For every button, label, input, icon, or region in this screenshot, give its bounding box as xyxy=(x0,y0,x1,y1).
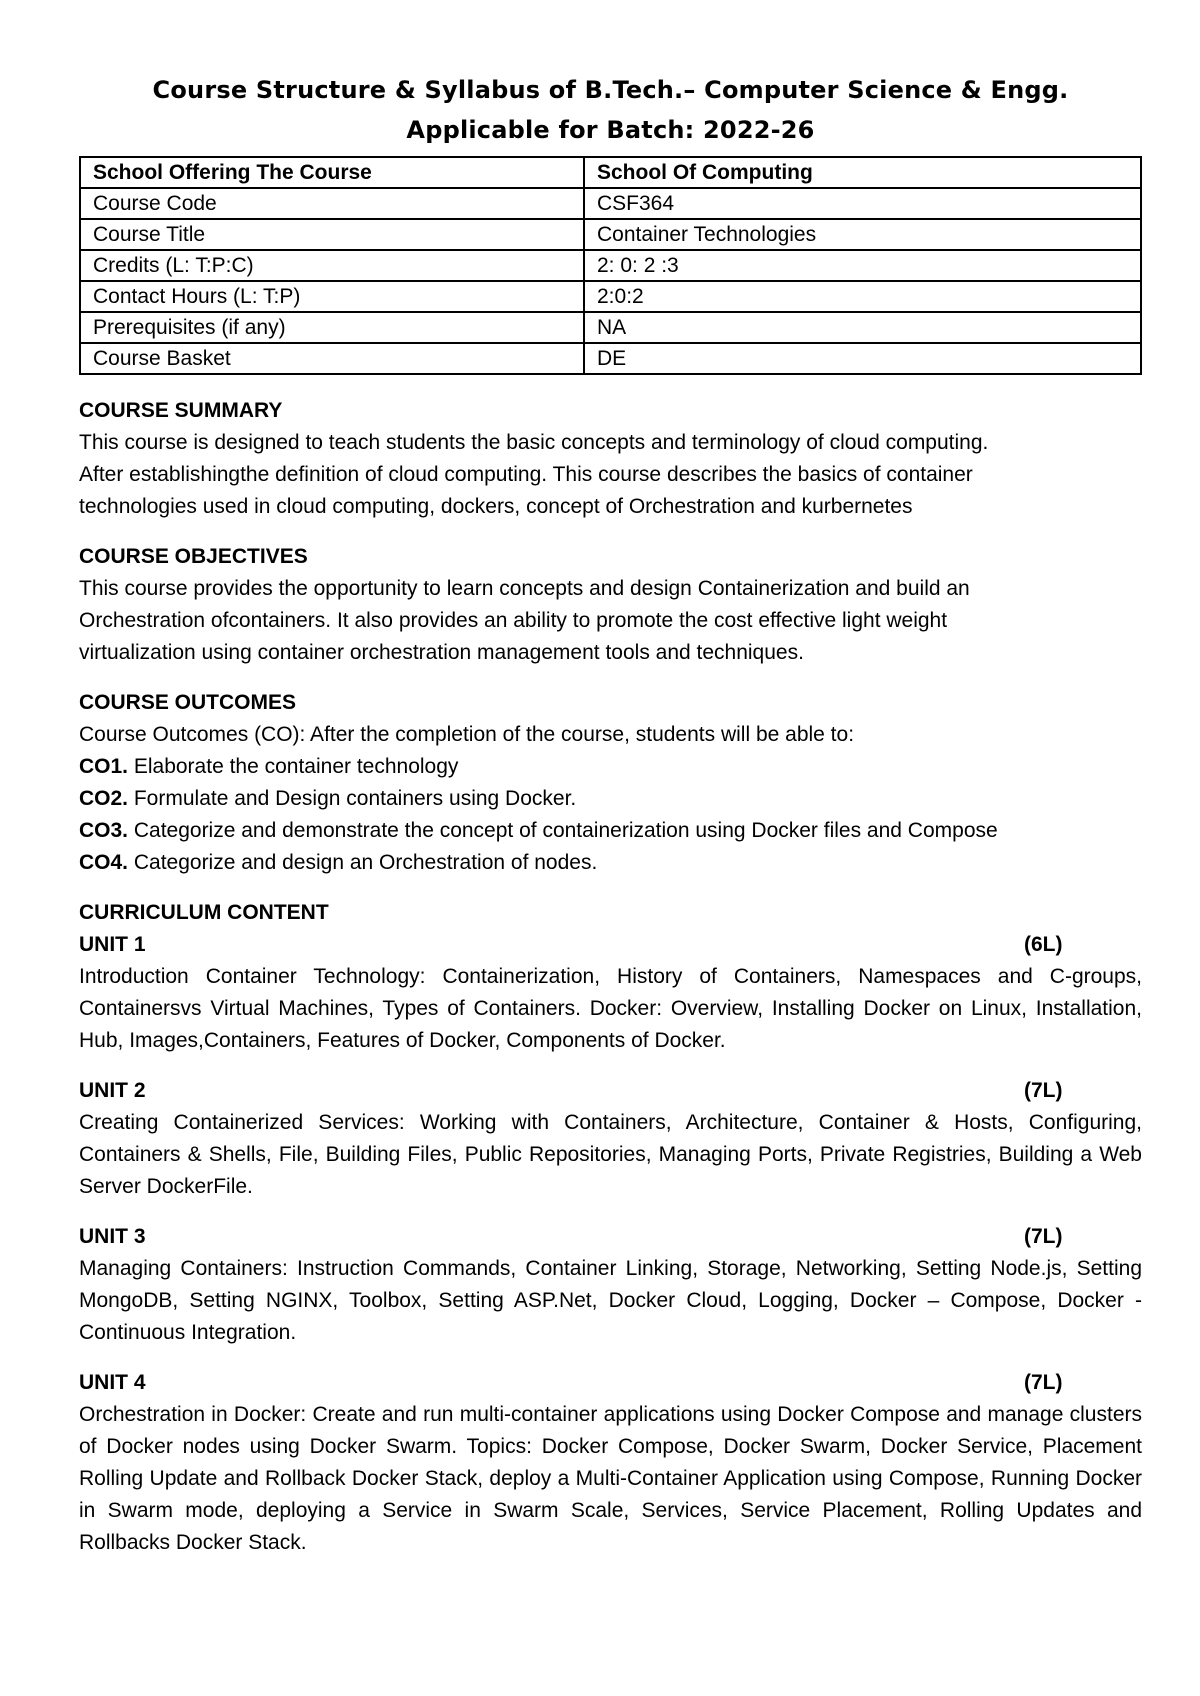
table-cell-label: Course Basket xyxy=(80,343,584,374)
table-cell-label: Course Code xyxy=(80,188,584,219)
table-row xyxy=(80,281,1141,312)
unit-header xyxy=(79,1221,1142,1253)
unit-hours: (7L) xyxy=(1024,1225,1063,1248)
unit-content: Orchestration in Docker: Create and run multi-container applications using Docker Compose and manage clusters of Docker nodes using Docker Swarm. Topics: Docker Compose, Docker Swarm, Docker Service, Placement Rolling Update and Rollback Docker Stack, deploy a Multi-Container Application using Compose, Running Docker in Swarm mode, deploying a Service in Swarm Scale, Services, Service Placement, Rolling Updates and Rollbacks Docker Stack. xyxy=(79,1403,1142,1554)
page-title-line1: Course Structure & Syllabus of B.Tech.– Computer Science & Engg. xyxy=(152,76,1069,104)
unit-content: Introduction Container Technology: Containerization, History of Containers, Namespaces and C-groups, Containersvs Virtual Machines, Types of Containers. Docker: Overview, Installing Docker on Linux, Installation, Hub, Images,Containers, Features of Docker, Components of Docker. xyxy=(79,965,1142,1052)
outcome-code: CO2. xyxy=(79,787,129,810)
table-cell-value: 2: 0: 2 :3 xyxy=(584,250,1141,281)
curriculum-heading: CURRICULUM CONTENT xyxy=(79,901,329,924)
unit-title: UNIT 3 xyxy=(79,1225,146,1248)
course-outcomes-section xyxy=(79,687,1142,879)
curriculum-section xyxy=(79,897,1142,1559)
table-cell-value: DE xyxy=(584,343,1141,374)
unit-hours: (7L) xyxy=(1024,1371,1063,1394)
table-cell-label: Course Title xyxy=(80,219,584,250)
summary-line: technologies used in cloud computing, dockers, concept of Orchestration and kurbernetes xyxy=(79,495,913,518)
summary-line: This course is designed to teach students the basic concepts and terminology of cloud computing. xyxy=(79,431,989,454)
table-cell-value: Container Technologies xyxy=(584,219,1141,250)
table-row xyxy=(80,312,1141,343)
unit-header xyxy=(79,1075,1142,1107)
table-row xyxy=(80,250,1141,281)
table-cell-label: School Offering The Course xyxy=(80,157,584,188)
outcome-text: Categorize and demonstrate the concept of containerization using Docker files and Compose xyxy=(128,819,998,842)
table-row xyxy=(80,343,1141,374)
table-cell-label: Prerequisites (if any) xyxy=(80,312,584,343)
objectives-line: Orchestration ofcontainers. It also provides an ability to promote the cost effective light weight xyxy=(79,609,948,632)
outcome-item xyxy=(79,815,1142,847)
course-summary-heading: COURSE SUMMARY xyxy=(79,399,283,422)
unit-content: Managing Containers: Instruction Commands, Container Linking, Storage, Networking, Setting Node.js, Setting MongoDB, Setting NGINX, Toolbox, Setting ASP.Net, Docker Cloud, Logging, Docker – Compose, Docker - Continuous Integration. xyxy=(79,1257,1142,1344)
table-cell-value: CSF364 xyxy=(584,188,1141,219)
outcomes-intro: Course Outcomes (CO): After the completion of the course, students will be able to: xyxy=(79,723,855,746)
unit-hours: (6L) xyxy=(1024,933,1063,956)
unit-title: UNIT 2 xyxy=(79,1079,146,1102)
unit-header xyxy=(79,1367,1142,1399)
outcome-code: CO3. xyxy=(79,819,129,842)
course-objectives-heading: COURSE OBJECTIVES xyxy=(79,545,308,568)
table-cell-label: Contact Hours (L: T:P) xyxy=(80,281,584,312)
outcome-item xyxy=(79,847,1142,879)
table-row xyxy=(80,188,1141,219)
course-objectives-section xyxy=(79,541,1142,669)
table-cell-value: School Of Computing xyxy=(584,157,1141,188)
course-summary-section xyxy=(79,395,1142,523)
unit-content: Creating Containerized Services: Working with Containers, Architecture, Container & Hosts, Configuring, Containers & Shells, File, Building Files, Public Repositories, Managing Ports, Private Registries, Building a Web Server DockerFile. xyxy=(79,1111,1142,1198)
syllabus-page xyxy=(79,70,1142,1559)
table-cell-label: Credits (L: T:P:C) xyxy=(80,250,584,281)
unit-header xyxy=(79,929,1142,961)
unit-title: UNIT 1 xyxy=(79,933,146,956)
table-row xyxy=(80,157,1141,188)
objectives-line: This course provides the opportunity to learn concepts and design Containerization and build an xyxy=(79,577,970,600)
summary-line: After establishingthe definition of cloud computing. This course describes the basics of container xyxy=(79,463,973,486)
outcome-item xyxy=(79,783,1142,815)
unit-block xyxy=(79,1221,1142,1349)
unit-block xyxy=(79,929,1142,1057)
outcome-text: Elaborate the container technology xyxy=(128,755,459,778)
outcome-item xyxy=(79,751,1142,783)
unit-hours: (7L) xyxy=(1024,1079,1063,1102)
table-row xyxy=(80,219,1141,250)
outcome-text: Categorize and design an Orchestration of nodes. xyxy=(128,851,598,874)
unit-block xyxy=(79,1075,1142,1203)
course-outcomes-heading: COURSE OUTCOMES xyxy=(79,691,297,714)
table-cell-value: 2:0:2 xyxy=(584,281,1141,312)
unit-block xyxy=(79,1367,1142,1559)
objectives-line: virtualization using container orchestration management tools and techniques. xyxy=(79,641,804,664)
unit-title: UNIT 4 xyxy=(79,1371,146,1394)
outcome-code: CO4. xyxy=(79,851,129,874)
outcome-text: Formulate and Design containers using Docker. xyxy=(128,787,577,810)
table-cell-value: NA xyxy=(584,312,1141,343)
course-info-table xyxy=(79,156,1142,375)
page-title-line2: Applicable for Batch: 2022-26 xyxy=(406,116,815,144)
outcome-code: CO1. xyxy=(79,755,129,778)
